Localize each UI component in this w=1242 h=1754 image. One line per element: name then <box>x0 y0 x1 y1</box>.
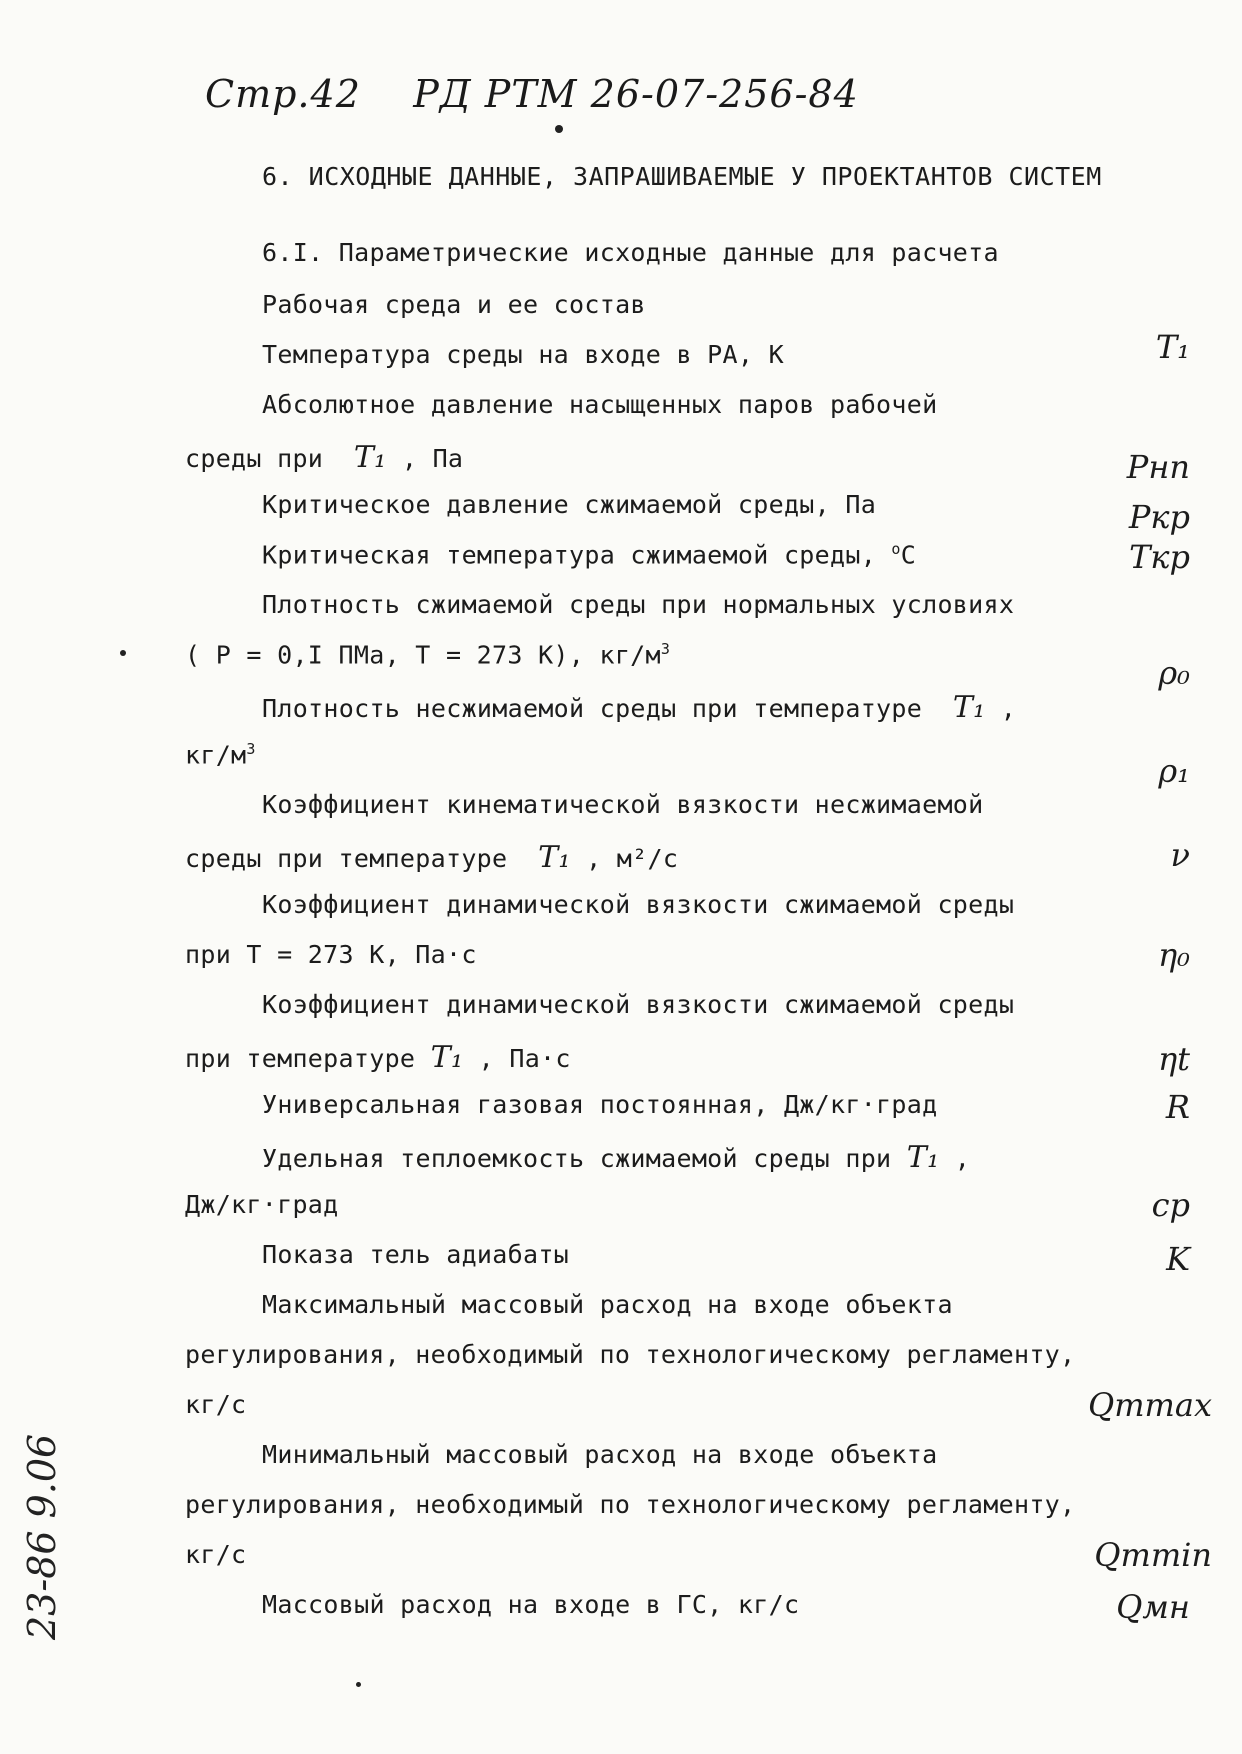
symbol-rho1: ρ₁ <box>1158 752 1190 790</box>
text-line: Плотность несжимаемой среды при температуре T₁ , <box>262 690 1017 725</box>
text-line: Критическая температура сжимаемой среды, $^o$С <box>262 540 917 570</box>
text-line: Массовый расход на входе в ГС, кг/с <box>262 1590 800 1619</box>
symbol-nu: ν <box>1170 836 1190 874</box>
text-line: среды при температуре T₁ , м²/с <box>185 840 679 875</box>
symbol-T1: T₁ <box>1155 328 1190 366</box>
text-line: Абсолютное давление насыщенных паров рабочей <box>262 390 938 419</box>
symbol-R: R <box>1165 1088 1190 1126</box>
text-line: Коэффициент динамической вязкости сжимаемой среды <box>262 990 1015 1019</box>
page-number: Стр.42 <box>205 72 361 116</box>
symbol-cp: cp <box>1151 1186 1190 1224</box>
text-line: кг/с <box>185 1540 247 1569</box>
symbol-Pnp: Pнп <box>1126 448 1190 486</box>
text-line: при температуре T₁ , Па·с <box>185 1040 571 1075</box>
text-line: Критическое давление сжимаемой среды, Па <box>262 490 877 519</box>
section-title: 6. ИСХОДНЫЕ ДАННЫЕ, ЗАПРАШИВАЕМЫЕ У ПРОЕКТАНТОВ СИСТЕМ <box>262 162 1102 191</box>
text-line: регулирования, необходимый по технологическому регламенту, <box>185 1490 1076 1519</box>
text-line: кг/с <box>185 1390 247 1419</box>
page-header <box>205 72 859 116</box>
text-line: регулирования, необходимый по технологическому регламенту, <box>185 1340 1076 1369</box>
text-line: Коэффициент кинематической вязкости несжимаемой <box>262 790 984 819</box>
text-line: $кг/м^3$ <box>185 740 256 770</box>
subsection-title: 6.I. Параметрические исходные данные для расчета <box>262 238 999 267</box>
text-line: Показа тель адиабаты <box>262 1240 570 1269</box>
symbol-Qmn: Qмн <box>1116 1588 1190 1626</box>
text-line: Коэффициент динамической вязкости сжимаемой среды <box>262 890 1015 919</box>
text-line: Максимальный массовый расход на входе объекта <box>262 1290 953 1319</box>
text-line: ( Р = 0,I ПМа, Т = 273 К), $кг/м^3$ <box>185 640 671 670</box>
margin-handwritten-note: 23-86 9.06 <box>20 1433 64 1640</box>
text-line: Рабочая среда и ее состав <box>262 290 646 319</box>
symbol-etat: ηt <box>1157 1040 1190 1078</box>
text-line: Минимальный массовый расход на входе объекта <box>262 1440 938 1469</box>
text-line: среды при T₁ , Па <box>185 440 464 475</box>
symbol-K: K <box>1166 1240 1190 1278</box>
text-line: Удельная теплоемкость сжимаемой среды при T₁ , <box>262 1140 971 1175</box>
symbol-Qmmax: Qmmax <box>1087 1386 1212 1424</box>
ink-dot <box>356 1682 361 1687</box>
symbol-rho0: ρ₀ <box>1158 654 1190 692</box>
text-line: Дж/кг·град <box>185 1190 339 1219</box>
text-line: Температура среды на входе в РА, К <box>262 340 784 369</box>
symbol-eta0: η₀ <box>1158 936 1190 974</box>
document-code: РД РТМ 26-07-256-84 <box>413 72 859 116</box>
text-line: Универсальная газовая постоянная, Дж/кг·град <box>262 1090 938 1119</box>
text-line: при Т = 273 К, Па·с <box>185 940 477 969</box>
text-line: Плотность сжимаемой среды при нормальных условиях <box>262 590 1015 619</box>
ink-dot <box>120 650 126 656</box>
ink-dot <box>555 125 563 133</box>
symbol-Tkr: Tкр <box>1129 538 1190 576</box>
symbol-Pkr: Pкр <box>1128 498 1190 536</box>
symbol-Qmmin: Qmmin <box>1094 1536 1212 1574</box>
